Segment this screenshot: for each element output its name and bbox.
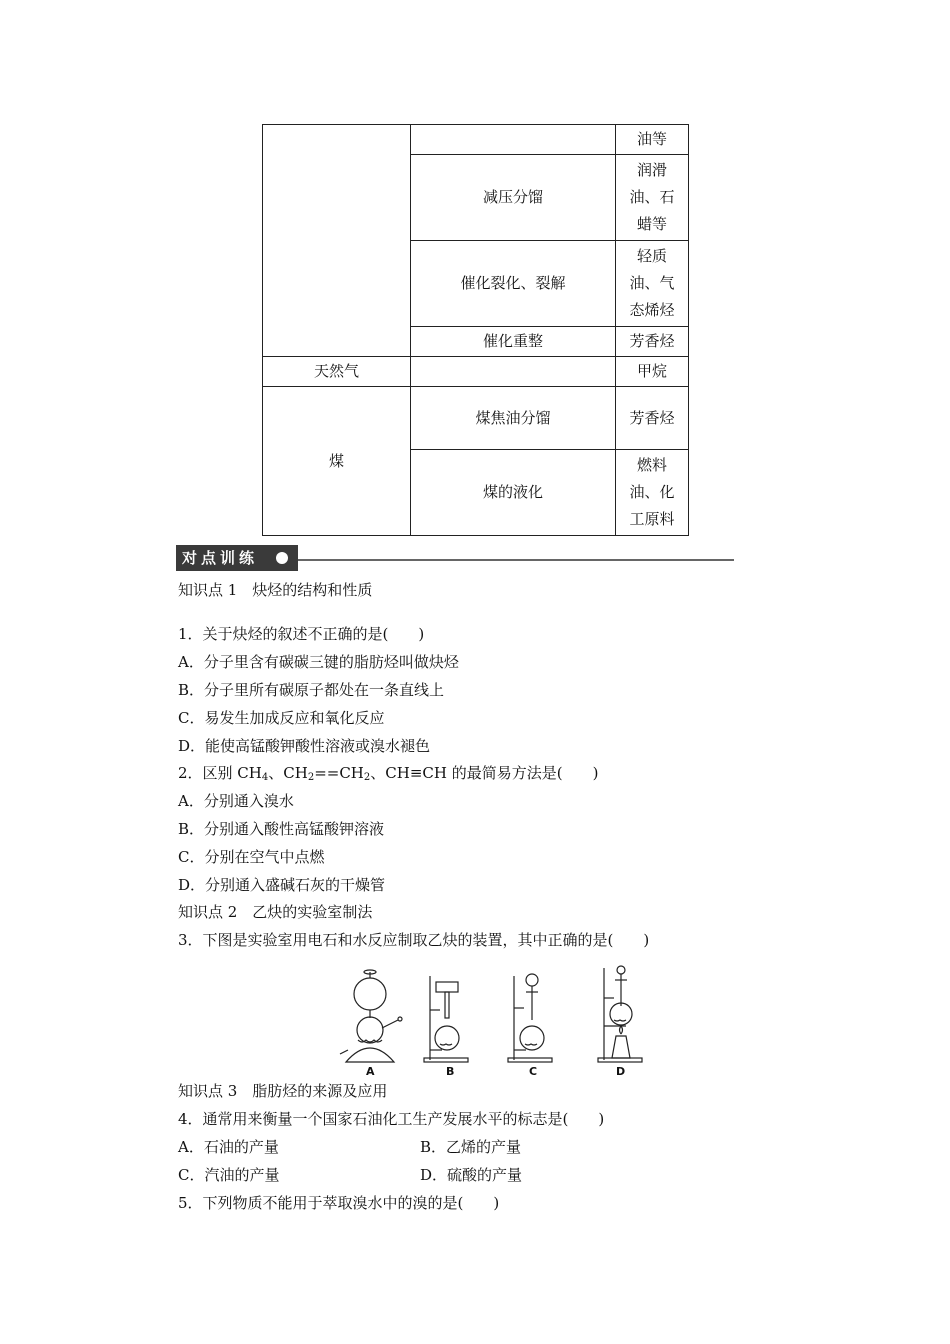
table-cell: 芳香烃 [616, 327, 689, 357]
table-cell: 煤 [263, 387, 411, 536]
table-cell: 天然气 [263, 357, 411, 387]
table-cell: 芳香烃 [616, 387, 689, 450]
flask-apparatus-b-drawing [424, 976, 468, 1062]
knowledge-point-2: 知识点 2 乙炔的实验室制法 [178, 903, 373, 921]
question-4-option-a: A．石油的产量 [178, 1138, 279, 1156]
question-1-option-b: B．分子里所有碳原子都处在一条直线上 [178, 681, 445, 699]
table-cell [411, 357, 616, 387]
section-title: 对点训练 [176, 545, 298, 571]
table-cell: 催化裂化、裂解 [411, 241, 616, 327]
question-3-stem: 3．下图是实验室用电石和水反应制取乙炔的装置，其中正确的是( ) [178, 931, 650, 949]
knowledge-point-1: 知识点 1 炔烃的结构和性质 [178, 581, 373, 599]
flask-apparatus-d-drawing [598, 966, 642, 1062]
table-cell: 煤的液化 [411, 450, 616, 536]
table-cell: 轻质 油、气 态烯烃 [616, 241, 689, 327]
table-cell: 油等 [616, 125, 689, 155]
table-cell: 催化重整 [411, 327, 616, 357]
figure-label-a: A [366, 1065, 375, 1078]
table-cell-petroleum-blank [263, 125, 411, 357]
figure-label-b: B [446, 1065, 455, 1078]
table-cell: 煤焦油分馏 [411, 387, 616, 450]
figure-label-c: C [529, 1065, 538, 1078]
apparatus-figure [332, 962, 652, 1082]
figure-label-d: D [616, 1065, 626, 1078]
table-cell: 减压分馏 [411, 155, 616, 241]
question-2-option-b: B．分别通入酸性高锰酸钾溶液 [178, 820, 385, 838]
section-divider [298, 559, 734, 561]
flask-apparatus-c-drawing [508, 974, 552, 1062]
knowledge-point-3: 知识点 3 脂肪烃的来源及应用 [178, 1082, 388, 1100]
table-cell [411, 125, 616, 155]
table-cell: 甲烷 [616, 357, 689, 387]
question-2-option-c: C．分别在空气中点燃 [178, 848, 325, 866]
question-2-stem: 2．区别 $CH_4$、$CH_2==CH_2$、CH≡CH 的最简易方法是( ) [178, 764, 599, 783]
question-2-option-d: D．分别通入盛碱石灰的干燥管 [178, 876, 386, 894]
apparatus-drawings [332, 962, 652, 1066]
question-1-option-a: A．分子里含有碳碳三键的脂肪烃叫做炔烃 [178, 653, 459, 671]
hydrocarbon-sources-table [262, 124, 689, 536]
question-4-option-b: B．乙烯的产量 [420, 1138, 522, 1156]
question-1-option-d: D．能使高锰酸钾酸性溶液或溴水褪色 [178, 737, 431, 755]
table-cell: 润滑 油、石 蜡等 [616, 155, 689, 241]
question-2-option-a: A．分别通入溴水 [178, 792, 294, 810]
question-1-stem: 1．关于炔烃的叙述不正确的是( ) [178, 625, 425, 643]
question-5-stem: 5．下列物质不能用于萃取溴水中的溴的是( ) [178, 1194, 500, 1212]
question-1-option-c: C．易发生加成反应和氧化反应 [178, 709, 385, 727]
question-4-option-c: C．汽油的产量 [178, 1166, 280, 1184]
question-4-stem: 4．通常用来衡量一个国家石油化工生产发展水平的标志是( ) [178, 1110, 605, 1128]
question-4-option-d: D．硫酸的产量 [420, 1166, 523, 1184]
kipp-generator-drawing [340, 970, 402, 1062]
bullet-dot-icon [276, 552, 288, 564]
table-cell: 燃料 油、化 工原料 [616, 450, 689, 536]
